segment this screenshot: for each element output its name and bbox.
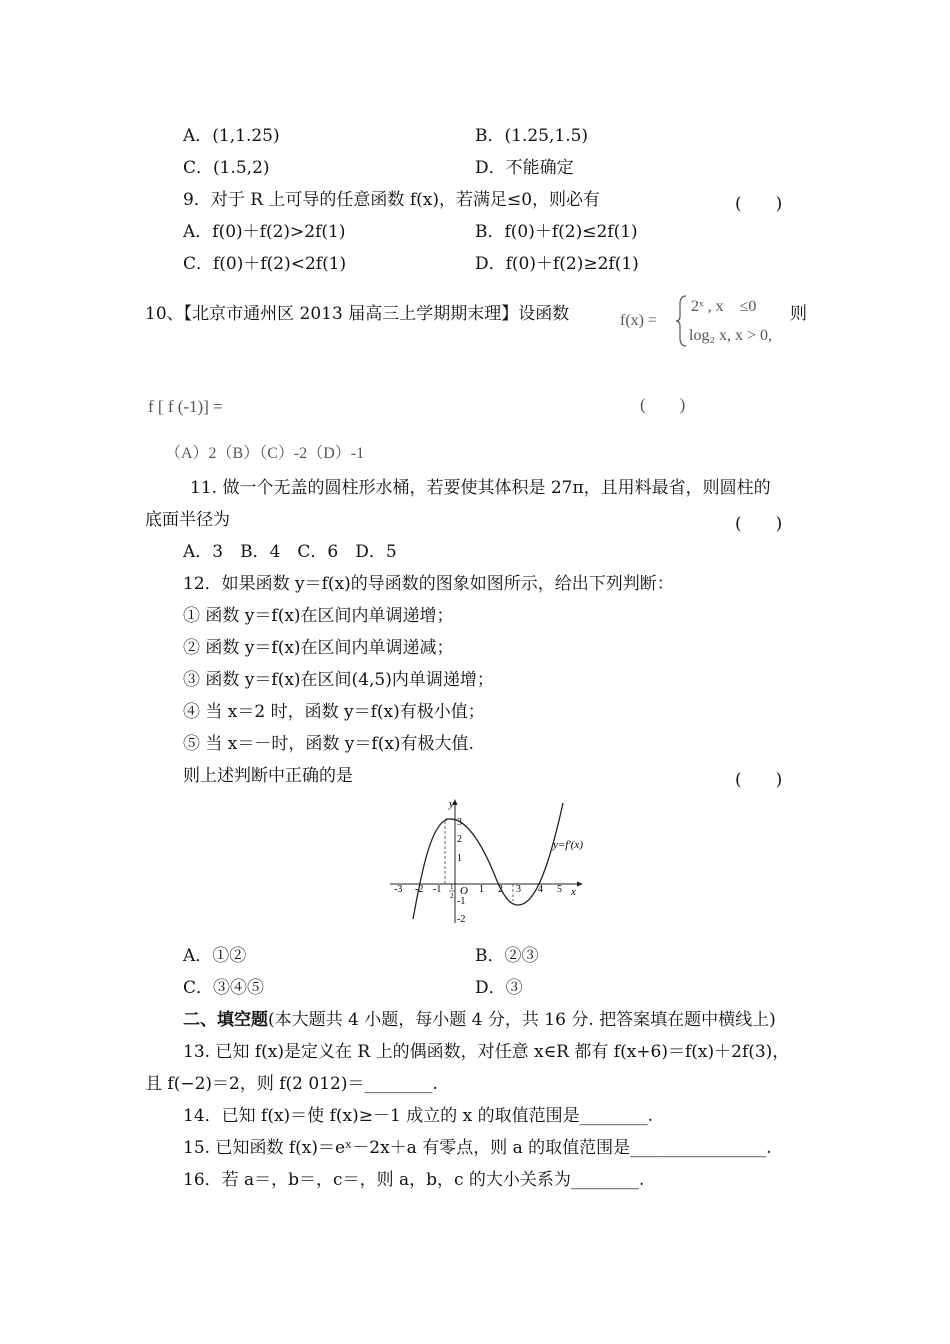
- y-tick-label: 3: [457, 817, 462, 828]
- y-tick-label: -1: [457, 896, 466, 907]
- q15-line: 15. 已知函数 f(x)＝eˣ－2x＋a 有零点，则 a 的取值范围是________________.: [183, 1138, 772, 1158]
- q13-line-1: 13. 已知 f(x)是定义在 R 上的偶函数，对任意 x∈R 都有 f(x+6)＝f(x)＋2f(3)，: [183, 1042, 790, 1062]
- q12-option-d: D．③: [475, 978, 523, 998]
- q12-stem: 12．如果函数 y＝f(x)的导函数的图象如图所示，给出下列判断：: [183, 574, 674, 594]
- x-tick-label: -1: [433, 884, 442, 895]
- section-2-desc: (本大题共 4 小题，每小题 4 分，共 16 分. 把答案填在题中横线上): [268, 1010, 776, 1030]
- q12-item-1: ① 函数 y＝f(x)在区间内单调递增；: [183, 606, 454, 626]
- derivative-curve: [413, 803, 563, 919]
- derivative-graph: [385, 795, 600, 927]
- q10-tail: 则: [790, 304, 807, 324]
- q12-item-2: ② 函数 y＝f(x)在区间内单调递减；: [183, 638, 454, 658]
- q10-answer-paren: ( ): [640, 395, 686, 414]
- q9-stem: 9．对于 R 上可导的任意函数 f(x)，若满足≤0，则必有: [183, 190, 601, 210]
- q10-options: （A）2（B）（C）-2（D）-1: [165, 445, 365, 462]
- q12-option-c: C．③④⑤: [183, 978, 265, 998]
- q11-answer-paren: ( ): [735, 514, 783, 534]
- curve-label: y=f′(x): [553, 839, 583, 851]
- q14-line: 14．已知 f(x)＝使 f(x)≥－1 成立的 x 的取值范围是________.: [183, 1106, 653, 1126]
- q11-stem-1: 11. 做一个无盖的圆柱形水桶，若要使其体积是 27π，且用料最省，则圆柱的: [190, 478, 771, 498]
- q9-answer-paren: ( ): [735, 194, 783, 214]
- q12-answer-paren: ( ): [735, 770, 783, 790]
- q12-option-a: A．①②: [183, 946, 247, 966]
- q11-options: A．3 B．4 C．6 D．5: [183, 542, 397, 562]
- x-tick-label: -2: [415, 884, 424, 895]
- q9-option-c: C．f(0)＋f(2)<2f(1): [183, 254, 347, 274]
- q9-option-d: D．f(0)＋f(2)≥2f(1): [475, 254, 639, 274]
- x-tick-label: 1: [479, 884, 484, 895]
- y-tick-label: 1: [457, 853, 462, 864]
- x-axis-label: x: [571, 886, 576, 898]
- half-label-den: 2: [450, 892, 454, 900]
- x-tick-label: 4: [538, 884, 543, 895]
- section-2-title: 二、填空题: [183, 1010, 268, 1030]
- q8-option-b: B．(1.25,1.5): [475, 126, 589, 146]
- q10-expression: f [ f (-1)] =: [148, 397, 223, 416]
- q8-option-d: D．不能确定: [475, 158, 574, 178]
- x-tick-label: 5: [557, 884, 562, 895]
- q9-option-b: B．f(0)＋f(2)≤2f(1): [475, 222, 638, 242]
- x-tick-label: 2: [498, 884, 503, 895]
- q10-case-1: 2ˣ , x ≤0: [691, 298, 757, 315]
- origin-label: O: [460, 885, 468, 897]
- q11-stem-2: 底面半径为: [145, 510, 230, 530]
- y-axis-label: y: [449, 798, 454, 810]
- q16-line: 16．若 a＝，b＝，c＝，则 a，b，c 的大小关系为________.: [183, 1170, 645, 1190]
- q12-option-b: B．②③: [475, 946, 539, 966]
- q13-line-2: 且 f(−2)＝2，则 f(2 012)＝________.: [145, 1074, 438, 1094]
- q12-item-4: ④ 当 x＝2 时，函数 y＝f(x)有极小值；: [183, 702, 485, 722]
- q10-func-lhs: f(x) =: [620, 312, 658, 329]
- q10-stem: 10、【北京市通州区 2013 届高三上学期期末理】设函数: [145, 304, 570, 324]
- y-tick-label: 2: [457, 834, 462, 845]
- x-tick-label: -3: [394, 884, 403, 895]
- q10-case-2: log₂ x, x > 0,: [689, 327, 773, 344]
- q12-item-5: ⑤ 当 x＝－时，函数 y＝f(x)有极大值.: [183, 734, 474, 754]
- half-label-num: 1: [450, 883, 454, 891]
- q8-option-c: C．(1.5,2): [183, 158, 270, 178]
- section-2-heading: [183, 1009, 776, 1031]
- y-tick-label: -2: [457, 914, 466, 925]
- q9-option-a: A．f(0)＋f(2)>2f(1): [183, 222, 346, 242]
- q12-conclusion: 则上述判断中正确的是: [183, 766, 353, 786]
- q10-brace: [675, 294, 689, 348]
- q8-option-a: A．(1,1.25): [183, 126, 280, 146]
- q12-item-3: ③ 函数 y＝f(x)在区间(4,5)内单调递增；: [183, 670, 494, 690]
- x-tick-label: 3: [516, 884, 521, 895]
- x-axis-arrow: [577, 882, 583, 887]
